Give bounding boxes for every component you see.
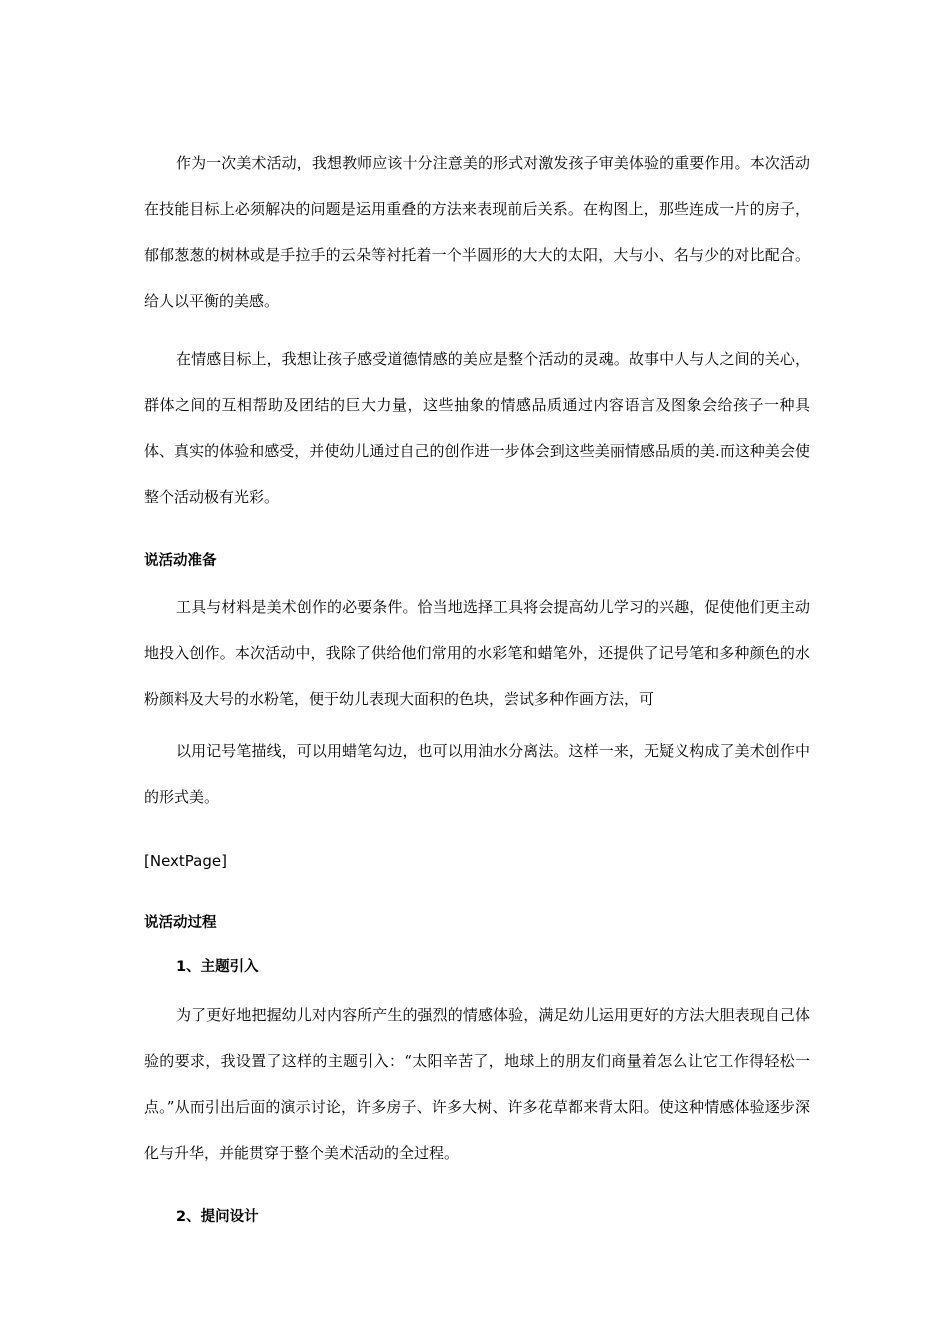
paragraph-aesthetic-form: 作为一次美术活动，我想教师应该十分注意美的形式对激发孩子审美体验的重要作用。本次活动在技能目标上必须解决的问题是运用重叠的方法来表现前后关系。在构图上，那些连成一片的房子，郁郁葱葱的树林或是手拉手的云朵等衬托着一个半圆形的大大的太阳，大与小、名与少的对比配合。给人以平衡的美感。 bbox=[144, 154, 810, 310]
heading-activity-preparation: 说活动准备 bbox=[144, 553, 217, 569]
paragraph-emotional-goal: 在情感目标上，我想让孩子感受道德情感的美应是整个活动的灵魂。故事中人与人之间的关心，群体之间的互相帮助及团结的巨大力量，这些抽象的情感品质通过内容语言及图象会给孩子一种具体、真实的体验和感受，并使幼儿通过自己的创作进一步体会到这些美丽情感品质的美.而这种美会使整个活动极有光彩。 bbox=[144, 350, 810, 506]
paragraph-drawing-methods: 以用记号笔描线，可以用蜡笔勾边，也可以用油水分离法。这样一来，无疑义构成了美术创作中的形式美。 bbox=[144, 742, 810, 806]
subheading-question-design: 2、提问设计 bbox=[176, 1209, 259, 1225]
document-page bbox=[144, 140, 810, 1232]
next-page-marker: [NextPage] bbox=[144, 852, 227, 870]
paragraph-theme-intro: 为了更好地把握幼儿对内容所产生的强烈的情感体验，满足幼儿运用更好的方法大胆表现自己体验的要求，我设置了这样的主题引入：“太阳辛苦了，地球上的朋友们商量着怎么让它工作得轻松一点。”从而引出后面的演示讨论，许多房子、许多大树、许多花草都来背太阳。使这种情感体验逐步深化与升华，并能贯穿于整个美术活动的全过程。 bbox=[144, 1006, 810, 1162]
paragraph-tools-materials: 工具与材料是美术创作的必要条件。恰当地选择工具将会提高幼儿学习的兴趣，促使他们更主动地投入创作。本次活动中，我除了供给他们常用的水彩笔和蜡笔外，还提供了记号笔和多种颜色的水粉颜料及大号的水粉笔，便于幼儿表现大面积的色块，尝试多种作画方法，可 bbox=[144, 598, 810, 708]
subheading-theme-intro: 1、主题引入 bbox=[176, 959, 259, 975]
heading-activity-process: 说活动过程 bbox=[144, 915, 217, 931]
